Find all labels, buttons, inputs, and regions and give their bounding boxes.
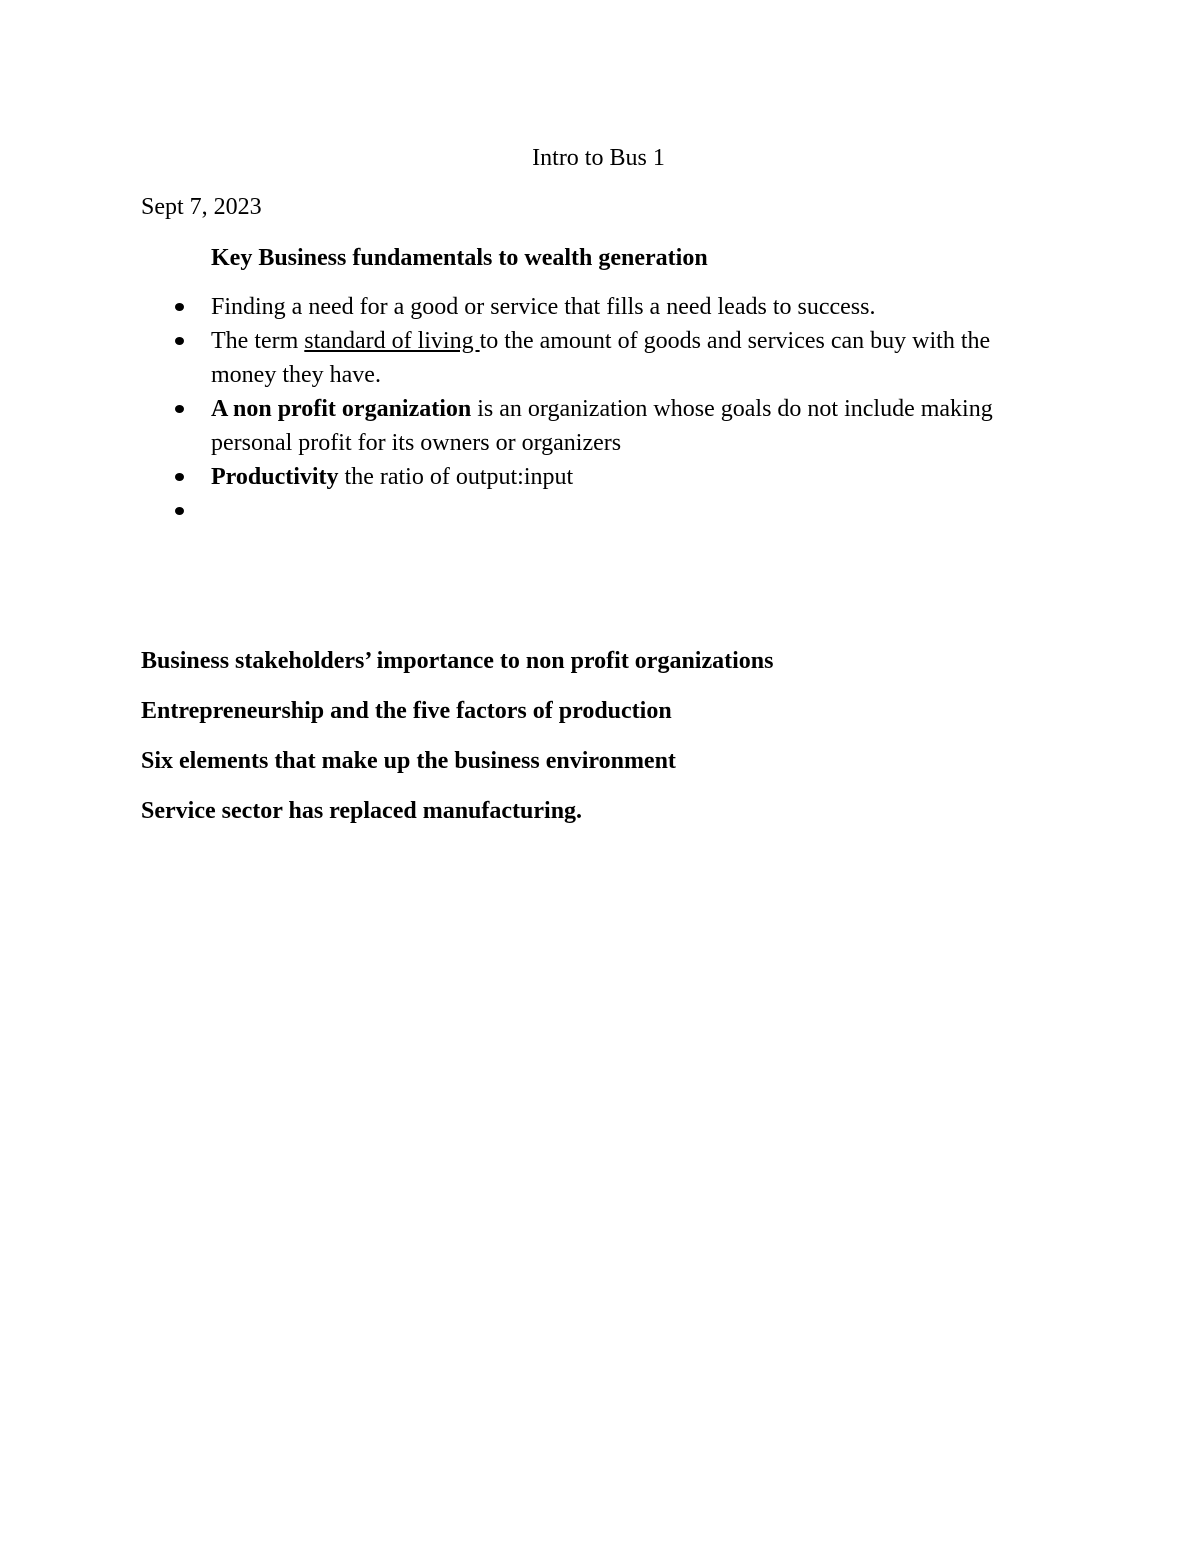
bullet-list: [173, 290, 1053, 528]
bullet-1-text: Finding a need for a good or service that fills a need leads to success.: [211, 294, 876, 320]
document-title: Intro to Bus 1: [532, 145, 665, 171]
bullet-dot-icon: [175, 337, 184, 345]
document-date: Sept 7, 2023: [141, 194, 262, 220]
bullet-item-empty: [173, 494, 1053, 528]
bullet-item: [173, 392, 1053, 460]
bullet-2-post: to the amount of goods and services can buy with the money they have.: [211, 328, 991, 388]
bullet-4-bold-term: Productivity: [211, 464, 339, 490]
section-heading: Key Business fundamentals to wealth generation: [211, 245, 708, 271]
bullet-2-pre: The term: [211, 328, 305, 354]
bullet-dot-icon: [175, 303, 184, 311]
topic-heading: Business stakeholders’ importance to non profit organizations: [141, 648, 774, 674]
bullet-text: [211, 460, 1053, 494]
topic-heading: Service sector has replaced manufacturing.: [141, 798, 583, 824]
bullet-3-bold-term: A non profit organization: [211, 396, 472, 422]
bullet-text: [211, 290, 1053, 324]
bullet-4-post: the ratio of output:input: [338, 464, 574, 490]
bullet-text: [211, 324, 1053, 392]
bullet-text: [211, 392, 1053, 460]
bullet-3-post: is an organization whose goals do not include making personal profit for its owners or organizers: [211, 396, 993, 456]
bullet-dot-icon: [175, 507, 184, 515]
topic-heading: Six elements that make up the business environment: [141, 748, 676, 774]
bullet-dot-icon: [175, 473, 184, 481]
topic-heading: Entrepreneurship and the five factors of production: [141, 698, 672, 724]
bullet-item: [173, 460, 1053, 494]
bullet-item: [173, 290, 1053, 324]
bullet-dot-icon: [175, 405, 184, 413]
bullet-2-underlined-term: standard of living: [304, 328, 480, 354]
bullet-item: [173, 324, 1053, 392]
